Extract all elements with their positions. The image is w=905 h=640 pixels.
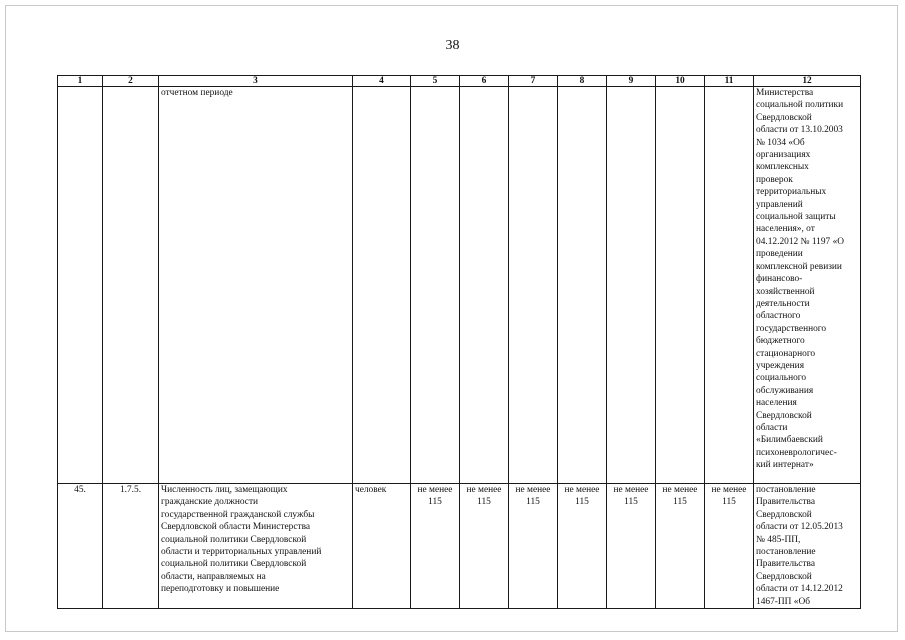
table-cell: [58, 87, 103, 484]
source-document-cell: Министерства социальной политики Свердловской области от 13.10.2003 № 1034 «Об организациях комплексных проверок территориальных управлений социальной защиты населения», от 04.12.2012 № 1197 «О проведении комплексной ревизии финансово- хозяйственной деятельности областного государственного бюджетного стационарного учреждения социального обслуживания населения Свердловской области «Билимбаевский психоневрологичес- кий интернат»: [754, 87, 861, 484]
table-cell: [705, 87, 754, 484]
indicator-name-cell: Численность лиц, замещающих гражданские должности государственной гражданской службы Свердловской области Министерства социальной политики Свердловской области и территориальных управлений социальной политики Свердловской области, направляемых на переподготовку и повышение: [159, 484, 353, 609]
table-cell: [558, 87, 607, 484]
indicator-code-cell: 1.7.5.: [103, 484, 159, 609]
value-cell: не менее 115: [460, 484, 509, 609]
table-cell: [353, 87, 411, 484]
value-cell: не менее 115: [509, 484, 558, 609]
value-cell: не менее 115: [705, 484, 754, 609]
header-cell: 8: [558, 76, 607, 87]
table-cell: [460, 87, 509, 484]
value-cell: не менее 115: [411, 484, 460, 609]
table-cell: [509, 87, 558, 484]
value-cell: не менее 115: [656, 484, 705, 609]
table-header-row: [58, 76, 861, 87]
source-document-cell: постановление Правительства Свердловской области от 12.05.2013 № 485-ПП, постановление Правительства Свердловской области от 14.12.2012 1467-ПП «Об: [754, 484, 861, 609]
header-cell: 10: [656, 76, 705, 87]
indicator-name-cell: отчетном периоде: [159, 87, 353, 484]
indicators-table: [57, 75, 861, 609]
header-cell: 2: [103, 76, 159, 87]
table-cell: [411, 87, 460, 484]
table-cell: [607, 87, 656, 484]
header-cell: 1: [58, 76, 103, 87]
header-cell: 7: [509, 76, 558, 87]
table-row-continuation: [58, 87, 861, 484]
row-number-cell: 45.: [58, 484, 103, 609]
header-cell: 5: [411, 76, 460, 87]
page-number: 38: [445, 38, 460, 53]
table-row-45: [58, 484, 861, 609]
table-cell: [103, 87, 159, 484]
value-cell: не менее 115: [607, 484, 656, 609]
unit-cell: человек: [353, 484, 411, 609]
header-cell: 6: [460, 76, 509, 87]
header-cell: 12: [754, 76, 861, 87]
header-cell: 9: [607, 76, 656, 87]
header-cell: 4: [353, 76, 411, 87]
header-cell: 3: [159, 76, 353, 87]
value-cell: не менее 115: [558, 484, 607, 609]
header-cell: 11: [705, 76, 754, 87]
table-cell: [656, 87, 705, 484]
